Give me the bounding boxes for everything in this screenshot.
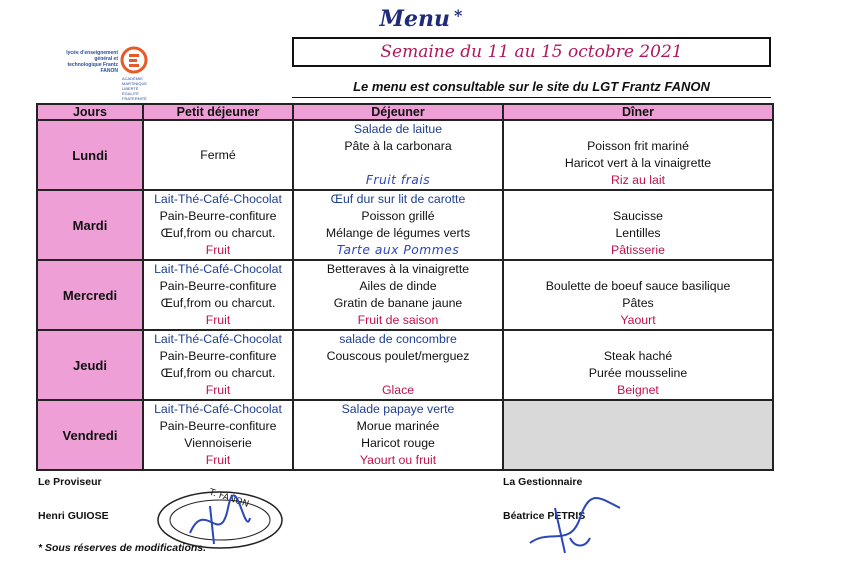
gestionnaire-name: Béatrice PETRIS: [503, 510, 586, 522]
table-row: [37, 330, 773, 400]
school-logo: [62, 44, 152, 100]
lunch-item: Poisson grillé: [361, 209, 435, 223]
breakfast-item: Pain-Beurre-confiture: [159, 279, 277, 293]
header-petit-dejeuner: Petit déjeuner: [143, 104, 293, 120]
day-lundi: Lundi: [37, 120, 143, 190]
lunch-item: Ailes de dinde: [359, 279, 437, 293]
table-row: [37, 260, 773, 330]
dinner-cell: [503, 330, 773, 400]
breakfast-item: Pain-Beurre-confiture: [159, 349, 277, 363]
breakfast-cell: [143, 330, 293, 400]
breakfast-fruit: Fruit: [205, 243, 231, 257]
lunch-starter: Betteraves à la vinaigrette: [326, 262, 470, 276]
header-dejeuner: Déjeuner: [293, 104, 503, 120]
dinner-item: Pâtes: [622, 296, 654, 310]
dinner-item: Steak haché: [603, 349, 673, 363]
breakfast-fruit: Fruit: [205, 453, 231, 467]
dinner-dessert: Yaourt: [620, 313, 656, 327]
header-jours: Jours: [37, 104, 143, 120]
footnote: * Sous réserves de modifications.: [38, 542, 207, 554]
lunch-dessert: Yaourt ou fruit: [359, 453, 437, 467]
school-logo-text: lycée d'enseignement général et technologique Frantz FANON: [66, 50, 118, 74]
dinner-item: Saucisse: [613, 209, 663, 223]
dinner-cell-empty: [503, 400, 773, 470]
dinner-item: Purée mousseline: [588, 366, 688, 380]
menu-table: [36, 103, 774, 471]
lunch-item: Mélange de légumes verts: [325, 226, 471, 240]
lunch-dessert-handwritten: Tarte aux Pommes: [336, 243, 460, 257]
lunch-starter: Œuf dur sur lit de carotte: [330, 192, 466, 206]
day-mardi: Mardi: [37, 190, 143, 260]
lunch-cell: [293, 400, 503, 470]
dinner-cell: [503, 190, 773, 260]
breakfast-cell: [143, 260, 293, 330]
breakfast-item: Pain-Beurre-confiture: [159, 419, 277, 433]
menu-title: [0, 6, 842, 32]
breakfast-cell: [143, 400, 293, 470]
breakfast-drinks: Lait-Thé-Café-Chocolat: [154, 332, 282, 346]
lunch-starter: Salade de laitue: [353, 122, 443, 136]
dinner-dessert: Riz au lait: [611, 173, 665, 187]
stamp-signature-icon: [150, 478, 290, 558]
lunch-starter: Salade papaye verte: [341, 402, 455, 416]
lunch-cell: [293, 120, 503, 190]
day-jeudi: Jeudi: [37, 330, 143, 400]
lunch-item: Pâte à la carbonara: [344, 139, 452, 153]
dinner-item: Boulette de boeuf sauce basilique: [545, 279, 731, 293]
breakfast-cell: [143, 120, 293, 190]
breakfast-item: Œuf,from ou charcut.: [160, 366, 276, 380]
lunch-starter: salade de concombre: [339, 332, 457, 346]
table-header-row: [37, 104, 773, 120]
menu-title-text: Menu: [379, 6, 450, 32]
breakfast-drinks: Lait-Thé-Café-Chocolat: [154, 192, 282, 206]
dinner-dessert: Beignet: [617, 383, 659, 397]
menu-title-asterisk: *: [453, 6, 463, 25]
lunch-cell: [293, 260, 503, 330]
lunch-item: Gratin de banane jaune: [333, 296, 463, 310]
svg-text:T. FANON: T. FANON: [207, 487, 250, 510]
gestionnaire-label: La Gestionnaire: [503, 476, 583, 488]
lunch-dessert: Fruit de saison: [357, 313, 439, 327]
lunch-item: Haricot rouge: [361, 436, 435, 450]
site-note: Le menu est consultable sur le site du LGT Frantz FANON: [353, 79, 710, 94]
dinner-dessert: Pâtisserie: [611, 243, 665, 257]
lunch-cell: [293, 190, 503, 260]
week-banner: Semaine du 11 au 15 octobre 2021: [292, 37, 771, 67]
breakfast-fruit: Fruit: [205, 313, 231, 327]
breakfast-drinks: Lait-Thé-Café-Chocolat: [154, 402, 282, 416]
dinner-cell: [503, 120, 773, 190]
breakfast-fruit: Fruit: [205, 383, 231, 397]
table-row: [37, 190, 773, 260]
breakfast-item: Viennoiserie: [184, 436, 252, 450]
dinner-cell: [503, 260, 773, 330]
proviseur-label: Le Proviseur: [38, 476, 102, 488]
breakfast-drinks: Lait-Thé-Café-Chocolat: [154, 262, 282, 276]
dinner-item: Lentilles: [615, 226, 661, 240]
gestionnaire-signature-icon: [520, 488, 630, 558]
academy-text: ACADÉMIE MARTINIQUE LIBERTÉ ÉGALITÉ FRATERNITÉ: [122, 76, 148, 101]
breakfast-closed: Fermé: [200, 147, 236, 162]
dinner-item: Poisson frit mariné: [587, 139, 689, 153]
table-row: [37, 120, 773, 190]
breakfast-item: Pain-Beurre-confiture: [159, 209, 277, 223]
site-note-underline: [292, 97, 771, 98]
day-vendredi: Vendredi: [37, 400, 143, 470]
breakfast-item: Œuf,from ou charcut.: [160, 226, 276, 240]
lunch-item: Morue marinée: [356, 419, 440, 433]
dinner-item: Haricot vert à la vinaigrette: [564, 156, 712, 170]
lunch-item: Couscous poulet/merguez: [326, 349, 470, 363]
table-row: [37, 400, 773, 470]
lunch-dessert-handwritten: Fruit frais: [365, 173, 431, 187]
breakfast-item: Œuf,from ou charcut.: [160, 296, 276, 310]
lunch-dessert: Glace: [381, 383, 415, 397]
header-diner: Dîner: [503, 104, 773, 120]
lunch-cell: [293, 330, 503, 400]
proviseur-name: Henri GUIOSE: [38, 510, 109, 522]
breakfast-cell: [143, 190, 293, 260]
day-mercredi: Mercredi: [37, 260, 143, 330]
e-logo-icon: [120, 46, 148, 74]
